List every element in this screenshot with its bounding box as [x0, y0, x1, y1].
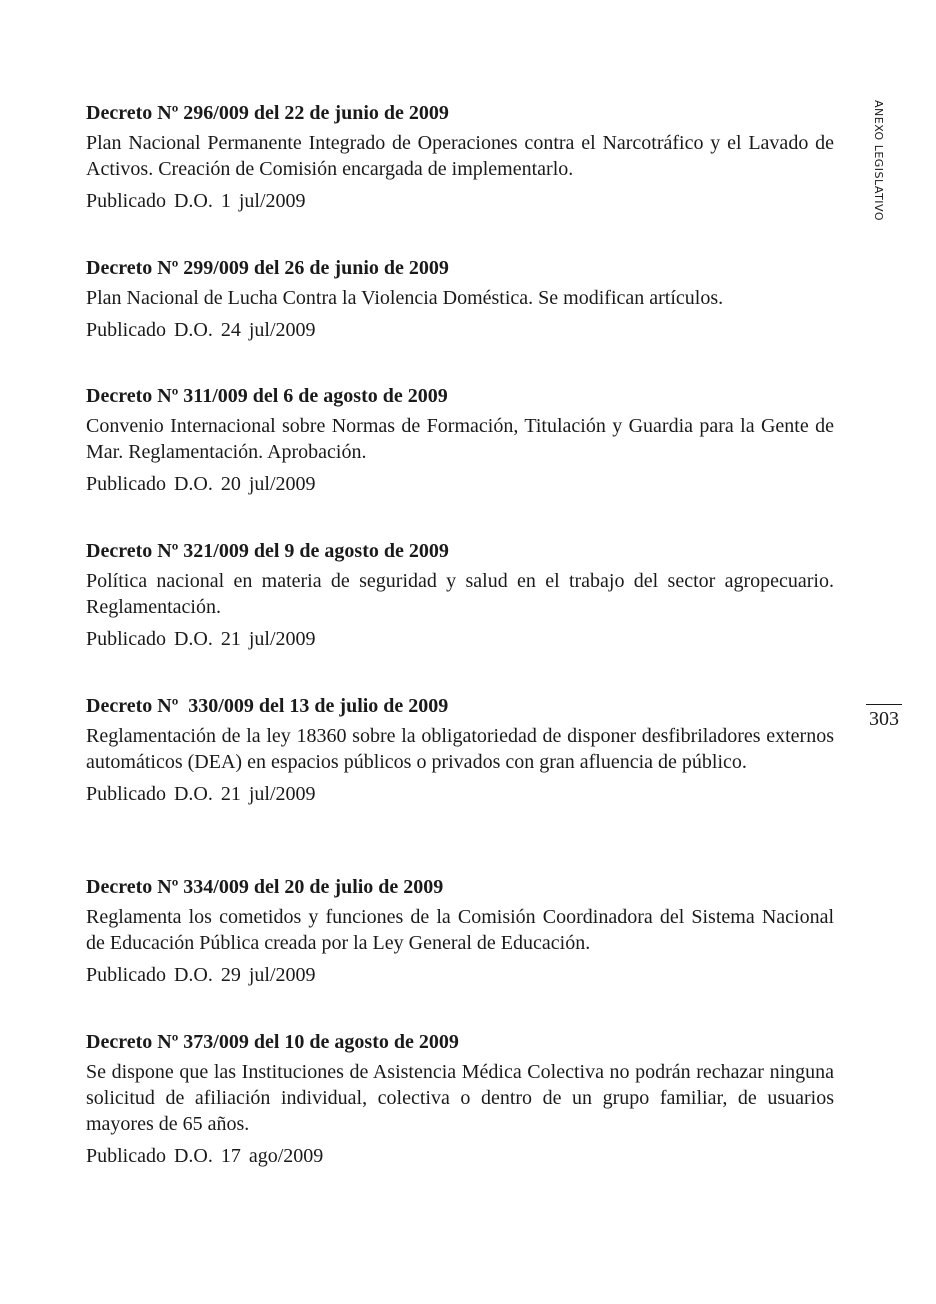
decree-entry [86, 100, 834, 214]
decree-description: Plan Nacional de Lucha Contra la Violencia Doméstica. Se modifican artículos. [86, 287, 724, 309]
decree-entry [86, 874, 834, 988]
decree-entry [86, 255, 834, 343]
decree-title: Decreto Nº 330/009 del 13 de julio de 2009 [86, 695, 449, 717]
decree-description: Se dispone que las Instituciones de Asistencia Médica Colectiva no podrán rechazar ninguna solicitud de afiliación individual, colectiva o dentro de un grupo familiar, de usuarios mayores de 65 años. [86, 1061, 834, 1135]
section-side-label: ANEXO LEGISLATIVO [872, 100, 885, 222]
decree-entry [86, 383, 834, 497]
decree-publication: Publicado D.O. 21 jul/2009 [86, 628, 316, 650]
decree-description: Reglamentación de la ley 18360 sobre la obligatoriedad de disponer desfibriladores externos automáticos (DEA) en espacios públicos o privados con gran afluencia de público. [86, 725, 834, 773]
decree-publication: Publicado D.O. 24 jul/2009 [86, 319, 316, 341]
decree-title: Decreto Nº 296/009 del 22 de junio de 2009 [86, 102, 449, 124]
decree-title: Decreto Nº 299/009 del 26 de junio de 2009 [86, 257, 449, 279]
decree-description: Reglamenta los cometidos y funciones de la Comisión Coordinadora del Sistema Nacional de Educación Pública creada por la Ley General de Educación. [86, 906, 834, 954]
decree-title: Decreto Nº 373/009 del 10 de agosto de 2009 [86, 1031, 459, 1053]
decree-entry [86, 538, 834, 652]
decree-title: Decreto Nº 334/009 del 20 de julio de 2009 [86, 876, 444, 898]
decree-description: Plan Nacional Permanente Integrado de Operaciones contra el Narcotráfico y el Lavado de Activos. Creación de Comisión encargada de implementarlo. [86, 132, 834, 180]
decree-publication: Publicado D.O. 20 jul/2009 [86, 473, 316, 495]
decree-publication: Publicado D.O. 21 jul/2009 [86, 783, 316, 805]
decree-publication: Publicado D.O. 29 jul/2009 [86, 964, 316, 986]
decree-entry [86, 693, 834, 807]
decree-title: Decreto Nº 311/009 del 6 de agosto de 2009 [86, 385, 448, 407]
decree-description: Política nacional en materia de seguridad y salud en el trabajo del sector agropecuario. Reglamentación. [86, 570, 834, 618]
page-number-rule [866, 704, 902, 705]
decree-entry [86, 1029, 834, 1169]
decree-description: Convenio Internacional sobre Normas de Formación, Titulación y Guardia para la Gente de Mar. Reglamentación. Aprobación. [86, 415, 834, 463]
decree-publication: Publicado D.O. 17 ago/2009 [86, 1145, 324, 1167]
decree-publication: Publicado D.O. 1 jul/2009 [86, 190, 306, 212]
page-number: 303 [869, 708, 899, 730]
decree-title: Decreto Nº 321/009 del 9 de agosto de 2009 [86, 540, 449, 562]
